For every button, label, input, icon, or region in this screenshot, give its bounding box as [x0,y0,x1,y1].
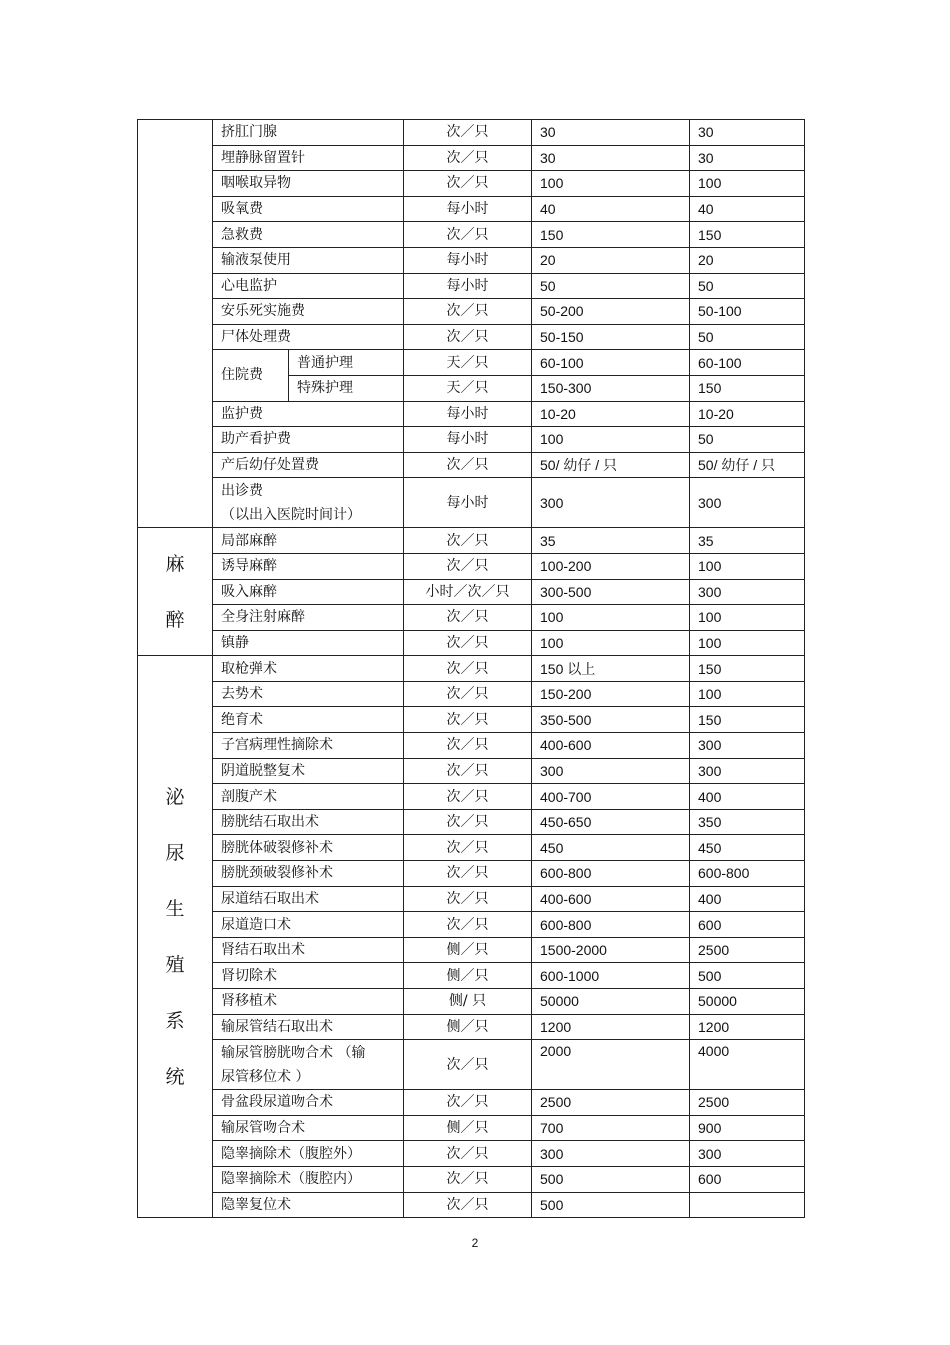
price-cell: 450 [690,835,805,861]
table-row [138,656,805,682]
item-cell [213,247,404,273]
unit-cell: 次／只 [404,630,532,656]
table-row [138,120,805,146]
unit-cell: 小时／次／只 [404,579,532,605]
item-cell [213,835,404,861]
price-cell: 1200 [532,1014,690,1040]
price-cell [690,1192,805,1218]
price-cell: 2500 [690,1090,805,1116]
item-cell [213,758,404,784]
table-row [138,222,805,248]
item-cell [213,299,404,325]
price-cell: 100 [690,681,805,707]
table-row [138,324,805,350]
item-cell [213,145,404,171]
category-char: 醉 [165,608,185,631]
item-cell [213,886,404,912]
unit-cell: 次／只 [404,299,532,325]
price-cell: 300 [532,1141,690,1167]
table-row [138,350,805,376]
unit-cell: 次／只 [404,222,532,248]
price-cell: 100 [532,427,690,453]
unit-cell: 次／只 [404,886,532,912]
price-cell: 50-100 [690,299,805,325]
price-cell: 100 [690,553,805,579]
item-name: 去势术 [221,686,263,703]
category-char: 统 [165,1065,185,1088]
item-cell [213,1166,404,1192]
price-cell: 50/ 幼仔 / 只 [532,452,690,478]
price-cell: 50 [690,324,805,350]
item-cell [213,784,404,810]
unit-cell: 次／只 [404,656,532,682]
item-name: 心电监护 [221,277,277,294]
price-cell: 350-500 [532,707,690,733]
table-row [138,605,805,631]
price-cell: 50-200 [532,299,690,325]
price-cell: 300 [690,733,805,759]
table-row [138,681,805,707]
unit-cell: 每小时 [404,401,532,427]
table-row [138,579,805,605]
price-cell: 100 [532,171,690,197]
price-cell: 40 [690,196,805,222]
price-cell: 30 [690,145,805,171]
item-cell [213,553,404,579]
price-cell: 30 [532,120,690,146]
table-row [138,427,805,453]
item-cell [213,273,404,299]
item-cell [213,222,404,248]
unit-cell: 次／只 [404,452,532,478]
item-name: 肾移植术 [221,993,277,1010]
category-char: 系 [165,1009,185,1032]
price-cell: 400-600 [532,886,690,912]
unit-cell: 每小时 [404,196,532,222]
unit-cell: 次／只 [404,1141,532,1167]
item-cell [213,120,404,146]
price-cell: 40 [532,196,690,222]
item-cell [213,1141,404,1167]
table-row [138,886,805,912]
price-cell: 300 [690,758,805,784]
unit-cell: 侧／只 [404,963,532,989]
category-cell [138,528,213,656]
table-row [138,247,805,273]
unit-cell: 次／只 [404,324,532,350]
unit-cell: 次／只 [404,784,532,810]
item-cell [213,861,404,887]
unit-cell: 天／只 [404,375,532,401]
item-cell [213,528,404,554]
price-cell: 600-1000 [532,963,690,989]
item-name: 绝育术 [221,711,263,728]
item-name: 肾切除术 [221,967,277,984]
price-cell: 600 [690,1166,805,1192]
unit-cell: 每小时 [404,273,532,299]
price-cell: 500 [532,1166,690,1192]
price-cell: 450 [532,835,690,861]
price-cell: 150 [690,707,805,733]
item-cell [213,452,404,478]
price-cell: 100 [690,171,805,197]
price-cell: 1500-2000 [532,937,690,963]
price-cell: 350 [690,809,805,835]
table-row [138,1090,805,1116]
unit-cell: 每小时 [404,478,532,528]
item-cell [213,630,404,656]
item-name: 隐睾复位术 [221,1196,291,1213]
price-cell: 35 [690,528,805,554]
table-row [138,145,805,171]
table-row [138,784,805,810]
item-cell [213,963,404,989]
item-cell [213,1090,404,1116]
price-cell: 300 [690,579,805,605]
item-cell [213,656,404,682]
unit-cell: 次／只 [404,145,532,171]
price-cell: 50 [690,427,805,453]
unit-cell: 侧／只 [404,937,532,963]
price-cell: 450-650 [532,809,690,835]
price-cell: 300 [532,478,690,528]
item-name: 全身注射麻醉 [221,609,305,626]
item-name: 产后幼仔处置费 [221,457,319,474]
price-cell: 150 [690,656,805,682]
table-row [138,1141,805,1167]
category-char: 泌 [165,785,185,808]
price-cell: 400-700 [532,784,690,810]
sub-item-cell: 特殊护理 [289,375,404,401]
table-row [138,478,805,528]
price-cell: 150 [690,375,805,401]
category-char: 生 [165,897,185,920]
category-char: 殖 [165,953,185,976]
unit-cell: 侧/ 只 [404,989,532,1015]
item-cell [213,478,404,528]
item-name-continued: （以出入医院时间计） [221,506,361,523]
price-cell: 400 [690,784,805,810]
table-row [138,912,805,938]
table-row [138,401,805,427]
item-name: 诱导麻醉 [221,558,277,575]
unit-cell: 次／只 [404,528,532,554]
item-name-continued: 尿管移位术 ） [221,1068,310,1085]
item-cell [213,605,404,631]
price-cell: 60-100 [690,350,805,376]
table-row [138,299,805,325]
item-name: 肾结石取出术 [221,942,305,959]
price-cell: 150 [690,222,805,248]
item-cell [213,1115,404,1141]
price-cell: 600-800 [532,912,690,938]
price-cell: 20 [690,247,805,273]
price-cell: 600-800 [532,861,690,887]
item-cell: 住院费 [213,350,289,401]
item-cell [213,579,404,605]
price-cell: 100 [532,605,690,631]
price-cell: 100-200 [532,553,690,579]
price-cell: 2500 [532,1090,690,1116]
item-name: 阴道脱整复术 [221,762,305,779]
price-cell: 35 [532,528,690,554]
table-row [138,809,805,835]
category-cell [138,120,213,528]
page-number: 2 [471,1236,479,1250]
price-cell: 600 [690,912,805,938]
item-name: 安乐死实施费 [221,303,305,320]
unit-cell: 次／只 [404,835,532,861]
price-cell: 50000 [532,989,690,1015]
unit-cell: 次／只 [404,758,532,784]
item-name: 尿道结石取出术 [221,890,319,907]
item-cell [213,707,404,733]
price-cell: 10-20 [690,401,805,427]
category-char: 麻 [165,552,185,575]
item-name: 埋静脉留置针 [221,149,305,166]
unit-cell: 次／只 [404,553,532,579]
table-row [138,630,805,656]
price-cell: 2500 [690,937,805,963]
price-cell: 400 [690,886,805,912]
price-cell: 50-150 [532,324,690,350]
item-cell [213,401,404,427]
price-cell: 600-800 [690,861,805,887]
price-cell: 100 [532,630,690,656]
table-row [138,171,805,197]
unit-cell: 每小时 [404,427,532,453]
table-row [138,1192,805,1218]
price-cell: 30 [690,120,805,146]
item-cell [213,989,404,1015]
unit-cell: 次／只 [404,1166,532,1192]
item-name: 骨盆段尿道吻合术 [221,1094,333,1111]
fee-table [137,119,805,1218]
item-cell [213,733,404,759]
item-name: 挤肛门腺 [221,124,277,141]
price-cell: 700 [532,1115,690,1141]
sub-item-cell: 普通护理 [289,350,404,376]
price-cell: 150-200 [532,681,690,707]
item-name: 隐睾摘除术（腹腔外） [221,1145,361,1162]
price-cell: 10-20 [532,401,690,427]
item-name: 急救费 [221,226,263,243]
item-name: 吸氧费 [221,201,263,218]
table-row [138,528,805,554]
table-row [138,1014,805,1040]
table-row [138,273,805,299]
unit-cell: 天／只 [404,350,532,376]
unit-cell: 次／只 [404,1040,532,1090]
table-row [138,452,805,478]
item-cell [213,1192,404,1218]
item-name: 膀胱结石取出术 [221,814,319,831]
item-cell [213,196,404,222]
price-cell: 300-500 [532,579,690,605]
unit-cell: 次／只 [404,861,532,887]
item-name: 咽喉取异物 [221,175,291,192]
item-cell [213,427,404,453]
price-cell: 150-300 [532,375,690,401]
table-row [138,963,805,989]
price-cell: 50 [532,273,690,299]
item-name: 隐睾摘除术（腹腔内） [221,1171,361,1188]
item-name: 镇静 [221,634,249,651]
table-row [138,1115,805,1141]
price-cell: 20 [532,247,690,273]
unit-cell: 次／只 [404,733,532,759]
category-cell [138,656,213,1218]
item-cell [213,681,404,707]
price-cell: 50/ 幼仔 / 只 [690,452,805,478]
table-row [138,707,805,733]
item-name: 输尿管膀胱吻合术 （输 [221,1044,366,1061]
price-cell: 150 以上 [532,656,690,682]
item-cell [213,171,404,197]
price-cell: 300 [690,478,805,528]
price-cell: 300 [532,758,690,784]
table-row [138,989,805,1015]
unit-cell: 侧／只 [404,1014,532,1040]
item-cell [213,809,404,835]
item-cell [213,324,404,350]
item-name: 取枪弹术 [221,660,277,677]
item-name: 尿道造口术 [221,916,291,933]
price-cell: 1200 [690,1014,805,1040]
unit-cell: 次／只 [404,809,532,835]
unit-cell: 次／只 [404,171,532,197]
item-name: 出诊费 [221,482,263,499]
item-name: 输尿管吻合术 [221,1120,305,1137]
unit-cell: 次／只 [404,912,532,938]
item-name: 膀胱颈破裂修补术 [221,865,333,882]
item-cell [213,912,404,938]
table-row [138,861,805,887]
table-row [138,733,805,759]
item-name: 输液泵使用 [221,252,291,269]
price-cell: 500 [532,1192,690,1218]
table-row [138,1040,805,1090]
table-row [138,937,805,963]
table-row [138,553,805,579]
price-cell: 900 [690,1115,805,1141]
item-name: 剖腹产术 [221,788,277,805]
unit-cell: 次／只 [404,120,532,146]
item-cell [213,1014,404,1040]
price-cell: 60-100 [532,350,690,376]
unit-cell: 次／只 [404,605,532,631]
price-cell: 100 [690,630,805,656]
price-cell: 2000 [532,1040,690,1090]
item-name: 尸体处理费 [221,329,291,346]
unit-cell: 次／只 [404,681,532,707]
price-cell: 150 [532,222,690,248]
unit-cell: 次／只 [404,1090,532,1116]
unit-cell: 次／只 [404,707,532,733]
price-cell: 4000 [690,1040,805,1090]
price-cell: 100 [690,605,805,631]
category-char: 尿 [165,841,185,864]
price-cell: 50 [690,273,805,299]
item-name: 输尿管结石取出术 [221,1018,333,1035]
item-name: 监护费 [221,405,263,422]
fee-table-body [138,120,805,1218]
item-name: 膀胱体破裂修补术 [221,839,333,856]
item-name: 助产看护费 [221,431,291,448]
price-cell: 400-600 [532,733,690,759]
item-name: 子宫病理性摘除术 [221,737,333,754]
table-row [138,758,805,784]
item-name: 吸入麻醉 [221,583,277,600]
unit-cell: 每小时 [404,247,532,273]
price-cell: 50000 [690,989,805,1015]
table-row [138,1166,805,1192]
table-row [138,196,805,222]
item-name: 局部麻醉 [221,532,277,549]
price-cell: 500 [690,963,805,989]
price-cell: 30 [532,145,690,171]
item-cell [213,1040,404,1090]
item-cell [213,937,404,963]
unit-cell: 侧／只 [404,1115,532,1141]
price-cell: 300 [690,1141,805,1167]
unit-cell: 次／只 [404,1192,532,1218]
table-row [138,835,805,861]
